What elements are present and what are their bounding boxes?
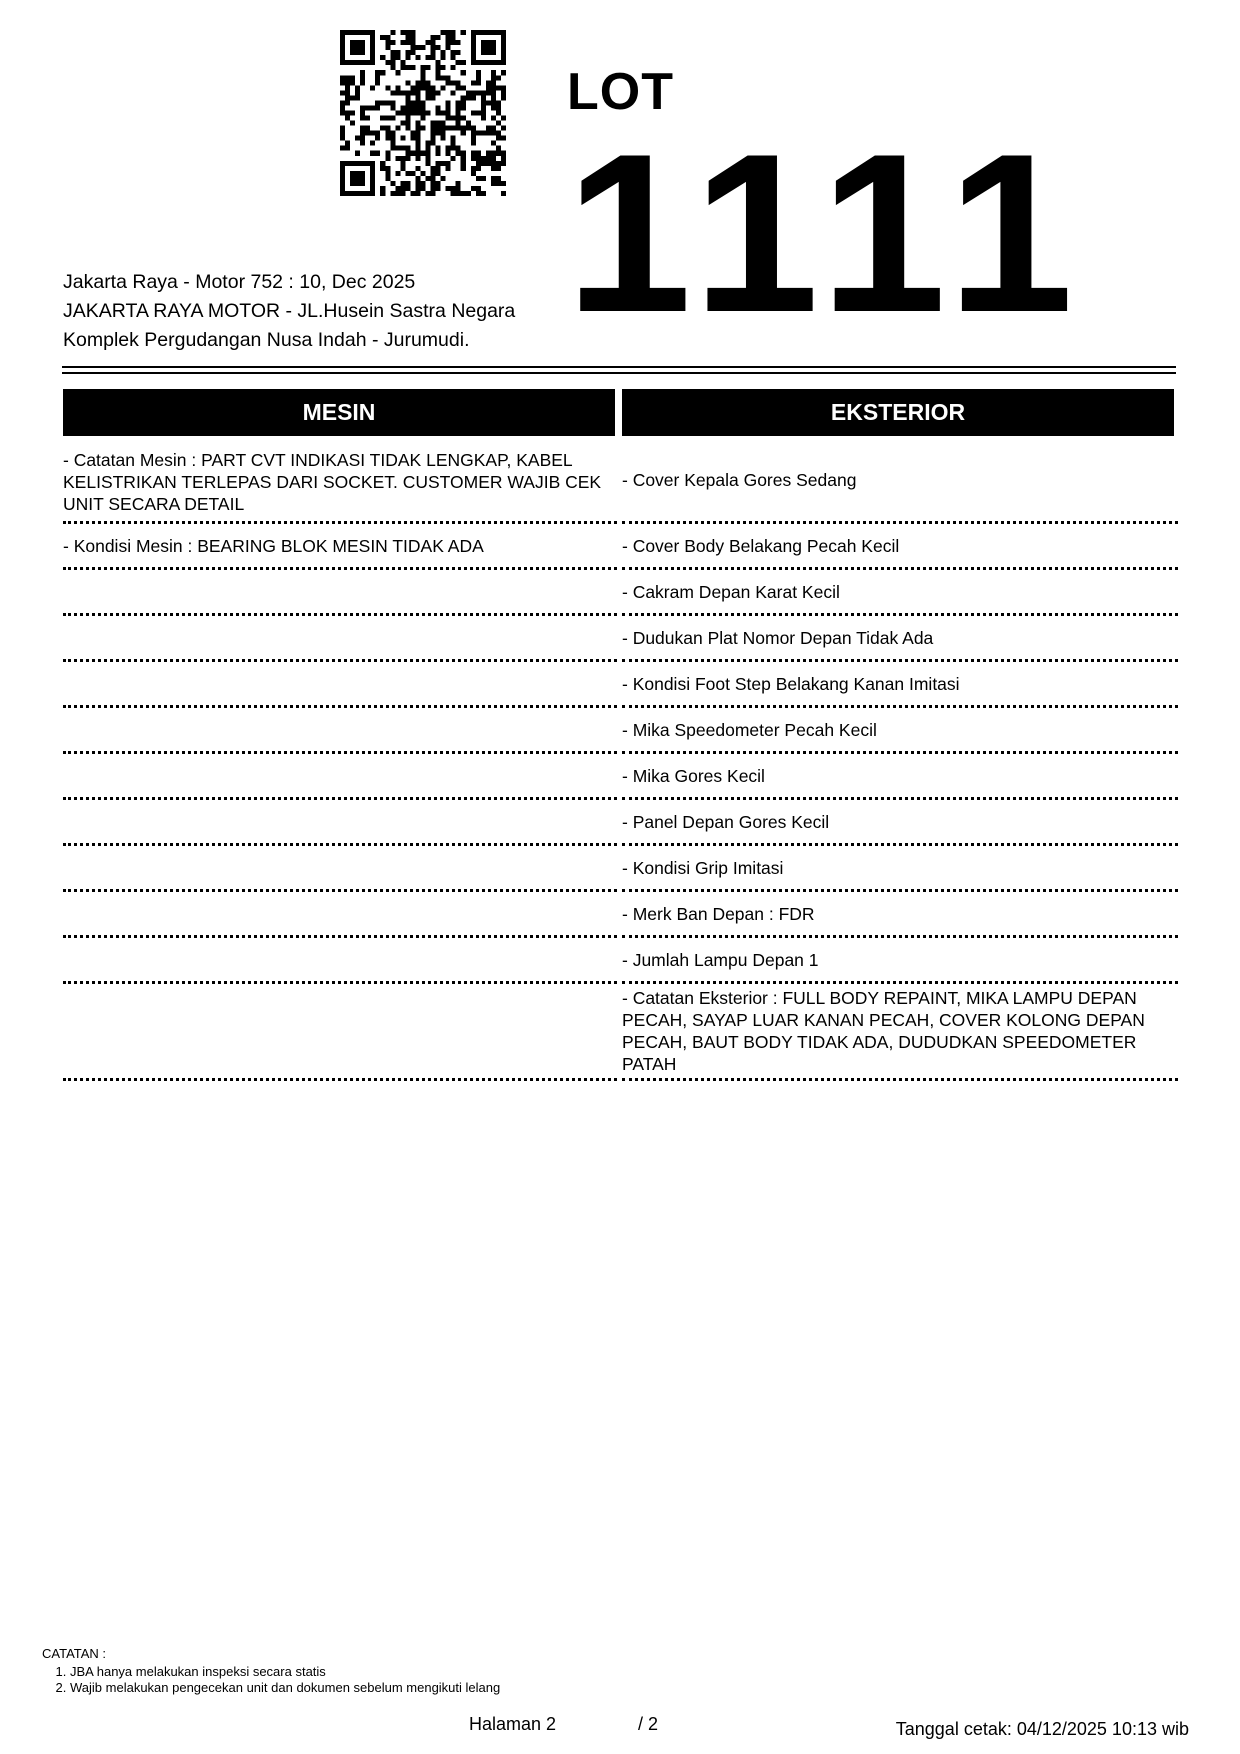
eksterior-item: - Kondisi Grip Imitasi xyxy=(622,857,784,878)
catatan-notes xyxy=(42,1646,500,1696)
catatan-title: CATATAN : xyxy=(42,1646,107,1661)
eksterior-item: - Jumlah Lampu Depan 1 xyxy=(622,949,819,970)
mesin-row xyxy=(63,938,617,984)
mesin-row xyxy=(63,754,617,800)
eksterior-item: - Catatan Eksterior : FULL BODY REPAINT, MIKA LAMPU DEPAN PECAH, SAYAP LUAR KANAN PECAH, COVER KOLONG DEPAN PECAH, BAUT BODY TIDAK ADA, DUDUDKAN SPEEDOMETER PATAH xyxy=(622,988,1145,1074)
mesin-column xyxy=(63,389,617,1081)
mesin-row xyxy=(63,662,617,708)
mesin-row xyxy=(63,570,617,616)
page-label: Halaman 2 xyxy=(469,1714,557,1734)
address-line-2: JAKARTA RAYA MOTOR - JL.Husein Sastra Negara xyxy=(63,300,516,322)
header-divider xyxy=(62,366,1176,368)
eksterior-row xyxy=(622,800,1178,846)
auction-address xyxy=(63,268,515,355)
eksterior-item: - Mika Gores Kecil xyxy=(622,765,765,786)
eksterior-row xyxy=(622,892,1178,938)
mesin-row xyxy=(63,892,617,938)
eksterior-item: - Cover Body Belakang Pecah Kecil xyxy=(622,535,900,556)
mesin-header: MESIN xyxy=(63,389,615,436)
eksterior-row xyxy=(622,524,1178,570)
address-line-3: Komplek Pergudangan Nusa Indah - Jurumudi. xyxy=(63,329,470,351)
eksterior-row xyxy=(622,984,1178,1081)
qr-code xyxy=(340,30,506,196)
lot-label: LOT xyxy=(567,63,674,121)
eksterior-item: - Panel Depan Gores Kecil xyxy=(622,811,830,832)
page-indicator xyxy=(469,1714,659,1735)
mesin-row xyxy=(63,438,617,524)
eksterior-column xyxy=(622,389,1178,1081)
eksterior-item: - Mika Speedometer Pecah Kecil xyxy=(622,719,877,740)
eksterior-row xyxy=(622,662,1178,708)
mesin-item: - Kondisi Mesin : BEARING BLOK MESIN TIDAK ADA xyxy=(63,535,484,556)
mesin-item: - Catatan Mesin : PART CVT INDIKASI TIDAK LENGKAP, KABEL KELISTRIKAN TERLEPAS DARI SOCKET. CUSTOMER WAJIB CEK UNIT SECARA DETAIL xyxy=(63,449,602,514)
eksterior-item: - Cover Kepala Gores Sedang xyxy=(622,469,857,490)
eksterior-item: - Merk Ban Depan : FDR xyxy=(622,903,815,924)
mesin-row xyxy=(63,524,617,570)
eksterior-row xyxy=(622,570,1178,616)
eksterior-row xyxy=(622,846,1178,892)
eksterior-item: - Dudukan Plat Nomor Depan Tidak Ada xyxy=(622,627,934,648)
eksterior-item: - Cakram Depan Karat Kecil xyxy=(622,581,840,602)
page-total: / 2 xyxy=(638,1714,659,1734)
eksterior-header: EKSTERIOR xyxy=(622,389,1174,436)
eksterior-item: - Kondisi Foot Step Belakang Kanan Imitasi xyxy=(622,673,960,694)
eksterior-row xyxy=(622,938,1178,984)
catatan-item: 2. Wajib melakukan pengecekan unit dan dokumen sebelum mengikuti lelang xyxy=(70,1680,500,1696)
eksterior-row xyxy=(622,708,1178,754)
mesin-row xyxy=(63,708,617,754)
mesin-row xyxy=(63,616,617,662)
mesin-row xyxy=(63,984,617,1081)
eksterior-row xyxy=(622,438,1178,524)
eksterior-row xyxy=(622,616,1178,662)
mesin-row xyxy=(63,800,617,846)
catatan-item: 1. JBA hanya melakukan inspeksi secara statis xyxy=(70,1664,500,1680)
lot-number: 1111 xyxy=(566,106,1088,359)
eksterior-row xyxy=(622,754,1178,800)
header-divider xyxy=(62,372,1176,374)
mesin-row xyxy=(63,846,617,892)
address-line-1: Jakarta Raya - Motor 752 : 10, Dec 2025 xyxy=(63,271,416,293)
print-date: Tanggal cetak: 04/12/2025 10:13 wib xyxy=(895,1719,1189,1739)
